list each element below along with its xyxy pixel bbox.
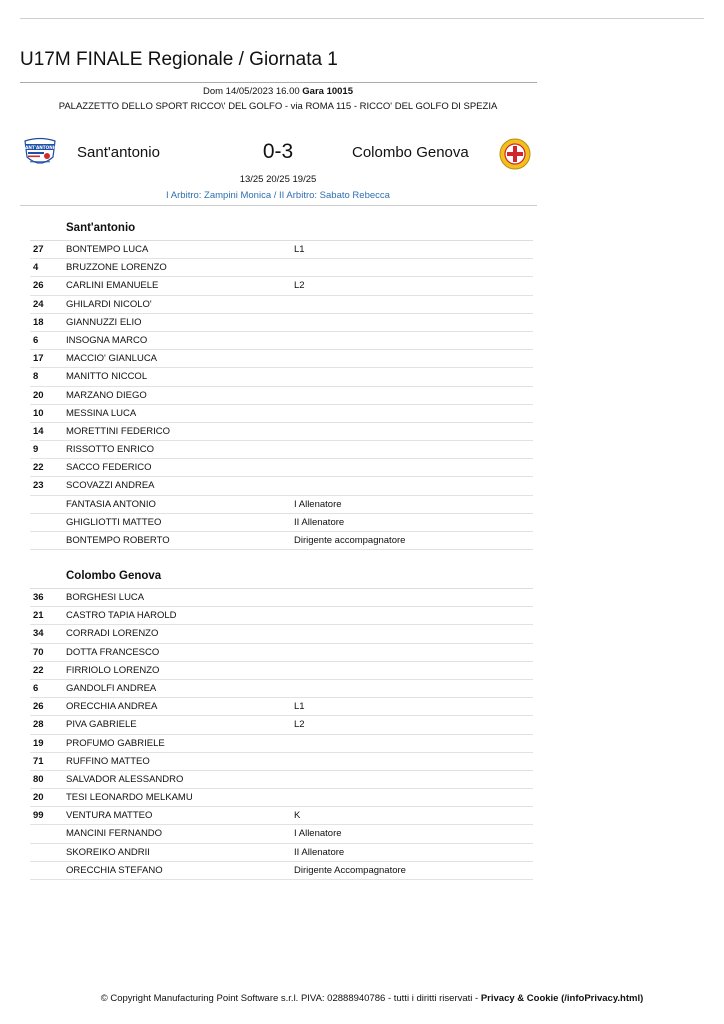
roster-row	[30, 644, 533, 662]
match-date: Dom 14/05/2023 16.00	[202, 86, 300, 97]
roster-row	[30, 259, 533, 277]
player-name: GANDOLFI ANDREA	[66, 682, 157, 694]
player-name: SALVADOR ALESSANDRO	[66, 773, 184, 785]
player-number: 99	[33, 810, 44, 822]
player-number: 26	[33, 701, 44, 713]
player-role: II Allenatore	[294, 846, 345, 858]
player-name: SACCO FEDERICO	[66, 462, 152, 474]
player-name: MACCIO' GIANLUCA	[66, 353, 158, 365]
player-number: 71	[33, 755, 44, 767]
player-name: VENTURA MATTEO	[66, 810, 153, 822]
player-role: K	[294, 810, 301, 822]
title-divider	[20, 82, 537, 83]
roster-row	[30, 625, 533, 643]
player-name: PROFUMO GABRIELE	[66, 737, 165, 749]
roster-row	[30, 296, 533, 314]
player-name: GIANNUZZI ELIO	[66, 316, 142, 328]
roster-row	[30, 459, 533, 477]
away-roster	[30, 567, 533, 880]
player-number: 6	[33, 334, 39, 346]
home-roster-title: Sant'antonio	[30, 219, 533, 241]
player-role: Dirigente Accompagnatore	[294, 864, 406, 876]
player-number: 22	[33, 462, 44, 474]
roster-row	[30, 825, 533, 843]
copyright-text: © Copyright Manufacturing Point Software s.r.l. PIVA: 02888940786 - tutti i diritti riservati -	[100, 993, 479, 1004]
referee-divider	[20, 205, 537, 206]
roster-row	[30, 735, 533, 753]
player-number: 20	[33, 792, 44, 804]
player-role: I Allenatore	[294, 828, 342, 840]
player-name: RUFFINO MATTEO	[66, 755, 150, 767]
player-name: MESSINA LUCA	[66, 407, 137, 419]
player-name: ORECCHIA STEFANO	[66, 864, 163, 876]
home-roster-rows	[30, 241, 533, 550]
roster-row	[30, 680, 533, 698]
player-number: 70	[33, 646, 44, 658]
match-venue: PALAZZETTO DELLO SPORT RICCO\' DEL GOLFO - via ROMA 115 - RICCO' DEL GOLFO DI SPEZIA	[58, 101, 498, 112]
roster-row	[30, 771, 533, 789]
player-name: TESI LEONARDO MELKAMU	[66, 792, 193, 804]
roster-row	[30, 662, 533, 680]
player-number: 17	[33, 353, 44, 365]
roster-row	[30, 241, 533, 259]
player-number: 24	[33, 298, 44, 310]
player-name: CASTRO TAPIA HAROLD	[66, 610, 177, 622]
roster-row	[30, 789, 533, 807]
roster-row	[30, 314, 533, 332]
roster-row	[30, 405, 533, 423]
away-roster-rows	[30, 589, 533, 880]
match-score: 0-3	[262, 140, 294, 163]
player-name: BONTEMPO LUCA	[66, 244, 149, 255]
roster-row	[30, 277, 533, 295]
roster-row	[30, 807, 533, 825]
page-title: U17M FINALE Regionale / Giornata 1	[20, 49, 338, 70]
player-role: II Allenatore	[294, 516, 345, 528]
player-name: FIRRIOLO LORENZO	[66, 664, 160, 676]
player-number: 19	[33, 737, 44, 749]
player-number: 23	[33, 480, 44, 492]
player-name: GHIGLIOTTI MATTEO	[66, 516, 162, 528]
player-number: 36	[33, 592, 44, 603]
away-team-logo	[499, 138, 531, 170]
player-name: FANTASIA ANTONIO	[66, 498, 156, 510]
player-role: L2	[294, 280, 305, 292]
roster-row	[30, 862, 533, 880]
home-logo-lettering: SANT'ANTONIO	[22, 144, 58, 150]
player-role: L1	[294, 701, 305, 713]
player-name: SCOVAZZI ANDREA	[66, 480, 155, 492]
roster-row	[30, 350, 533, 368]
player-name: CORRADI LORENZO	[66, 628, 159, 640]
roster-row	[30, 423, 533, 441]
player-name: ORECCHIA ANDREA	[66, 701, 158, 713]
player-name: MARZANO DIEGO	[66, 389, 147, 401]
player-name: RISSOTTO ENRICO	[66, 444, 154, 456]
player-number: 21	[33, 610, 44, 622]
away-team-name: Colombo Genova	[352, 144, 469, 161]
privacy-link[interactable]: Privacy & Cookie (/infoPrivacy.html)	[480, 993, 644, 1004]
roster-row	[30, 441, 533, 459]
player-number: 34	[33, 628, 44, 640]
footer	[0, 993, 724, 1004]
player-role: I Allenatore	[294, 498, 342, 510]
player-name: DOTTA FRANCESCO	[66, 646, 160, 658]
player-number: 9	[33, 444, 39, 456]
player-number: 28	[33, 719, 44, 731]
player-number: 4	[33, 262, 39, 274]
match-date-line	[0, 86, 556, 97]
player-number: 18	[33, 316, 44, 328]
roster-row	[30, 477, 533, 495]
player-name: SKOREIKO ANDRII	[66, 846, 150, 858]
player-number: 14	[33, 425, 44, 437]
player-name: GHILARDI NICOLO'	[66, 298, 152, 310]
roster-row	[30, 496, 533, 514]
player-number: 8	[33, 371, 39, 383]
roster-row	[30, 607, 533, 625]
player-role: L1	[294, 244, 305, 255]
roster-row	[30, 387, 533, 405]
away-roster-title: Colombo Genova	[30, 567, 533, 589]
player-number: 22	[33, 664, 44, 676]
home-team-name: Sant'antonio	[77, 144, 160, 161]
roster-row	[30, 753, 533, 771]
player-name: INSOGNA MARCO	[66, 334, 148, 346]
roster-row	[30, 716, 533, 734]
roster-row	[30, 589, 533, 607]
roster-row	[30, 698, 533, 716]
player-name: PIVA GABRIELE	[66, 719, 137, 731]
roster-row	[30, 532, 533, 550]
player-number: 80	[33, 773, 44, 785]
player-name: BONTEMPO ROBERTO	[66, 535, 170, 546]
player-number: 10	[33, 407, 44, 419]
player-name: BRUZZONE LORENZO	[66, 262, 167, 274]
player-name: MANITTO NICCOL	[66, 371, 148, 383]
top-divider	[20, 18, 704, 19]
player-name: BORGHESI LUCA	[66, 592, 145, 603]
roster-row	[30, 844, 533, 862]
game-number: Gara 10015	[302, 86, 353, 97]
player-number: 27	[33, 244, 44, 255]
set-scores: 13/25 20/25 19/25	[239, 174, 317, 185]
player-name: CARLINI EMANUELE	[66, 280, 159, 292]
player-name: MANCINI FERNANDO	[66, 828, 163, 840]
player-role: Dirigente accompagnatore	[294, 535, 406, 546]
home-roster	[30, 219, 533, 550]
roster-row	[30, 514, 533, 532]
roster-row	[30, 332, 533, 350]
player-number: 20	[33, 389, 44, 401]
referees: I Arbitro: Zampini Monica / II Arbitro: Sabato Rebecca	[166, 190, 390, 201]
player-name: MORETTINI FEDERICO	[66, 425, 170, 437]
player-number: 6	[33, 682, 39, 694]
player-number: 26	[33, 280, 44, 292]
roster-row	[30, 368, 533, 386]
player-role: L2	[294, 719, 305, 731]
